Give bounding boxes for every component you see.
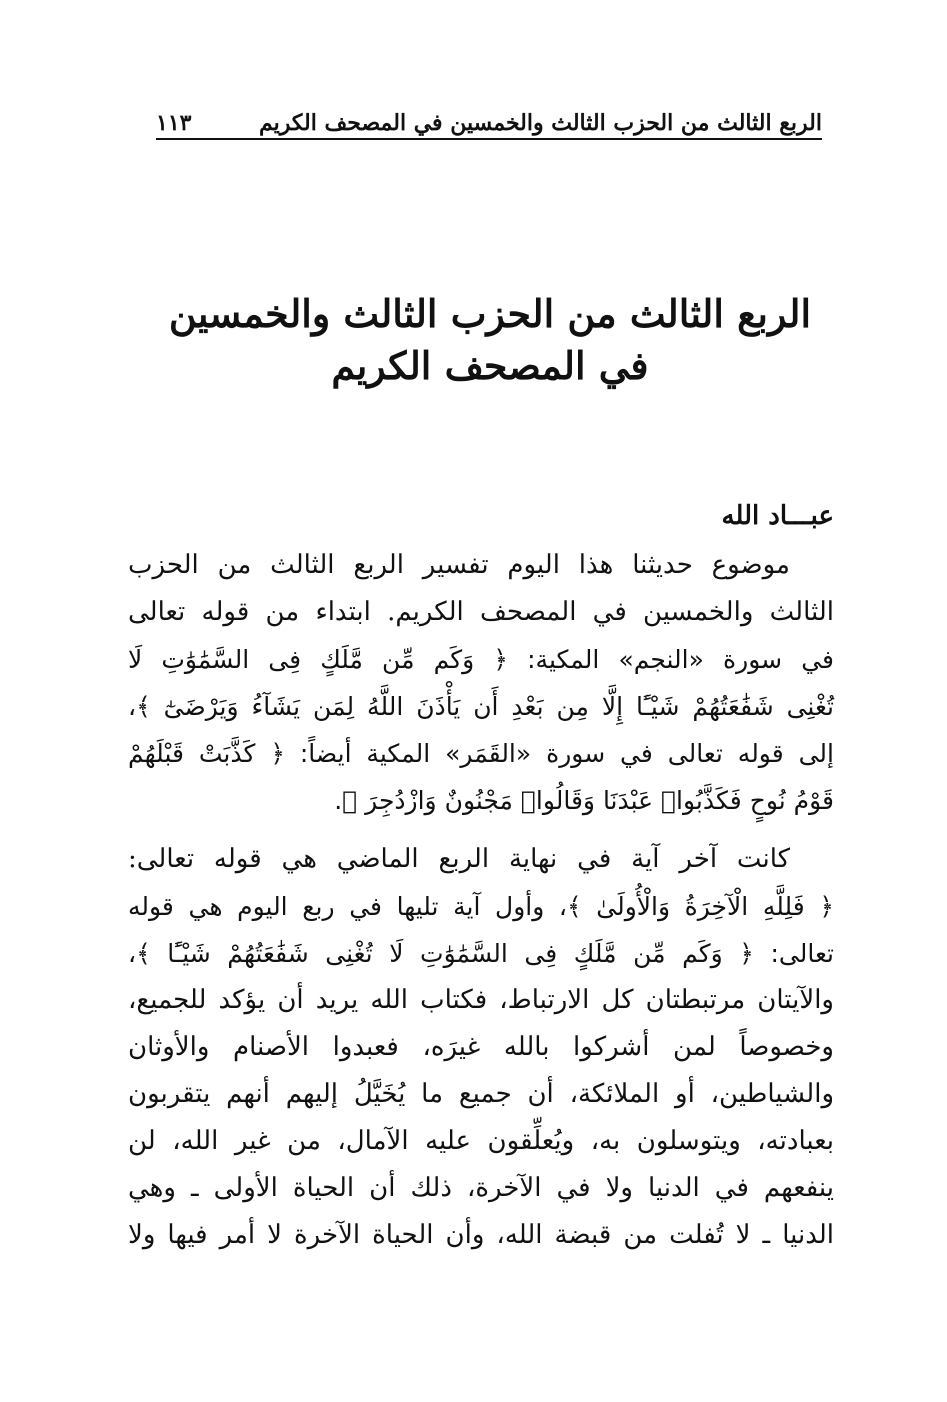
header-rule [156, 138, 822, 140]
text-line: في سورة «النجم» المكية: ﴿ وَكَم مِّن مَّلَكٍ فِى السَّمَٰوَٰتِ لَا [128, 645, 834, 674]
salutation: عبـــاد الله [721, 501, 834, 531]
paragraph-1 [128, 542, 834, 824]
text-line: موضوع حديثنا هذا اليوم تفسير الربع الثالث من الحزب [128, 550, 790, 580]
text-line: ﴿ فَلِلَّهِ الْآخِرَةُ وَالْأُولَىٰ ﴾، وأول آية تليها في ربع اليوم هي قوله [128, 892, 834, 921]
text-line: بعبادته، ويتوسلون به، ويُعلِّقون عليه الآمال، من غير الله، لن [128, 1126, 834, 1156]
text-line: كانت آخر آية في نهاية الربع الماضي هي قوله تعالى: [128, 844, 790, 874]
chapter-title-line-1: الربع الثالث من الحزب الثالث والخمسين [168, 291, 812, 336]
text-line: قَوْمُ نُوحٍ فَكَذَّبُوا۟ عَبْدَنَا وَقَالُوا۟ مَجْنُونٌ وَازْدُجِرَ ﴾. [334, 786, 834, 815]
running-header [156, 104, 822, 138]
page-number: ١١٣ [156, 110, 192, 136]
chapter-title [150, 288, 830, 392]
text-line: والآيتان مرتبطتان كل الارتباط، فكتاب الله يريد أن يؤكد للجميع، [128, 985, 834, 1015]
running-header-title: الربع الثالث من الحزب الثالث والخمسين في المصحف الكريم [258, 110, 822, 136]
text-line: الثالث والخمسين في المصحف الكريم. ابتداء من قوله تعالى [128, 597, 834, 627]
text-line: وخصوصاً لمن أشركوا بالله غيرَه، فعبدوا الأصنام والأوثان [128, 1032, 834, 1062]
body-text [128, 496, 834, 1259]
paragraph-2 [128, 836, 834, 1259]
text-line: الدنيا ـ لا تُفلت من قبضة الله، وأن الحياة الآخرة لا أمر فيها ولا [128, 1220, 834, 1250]
text-line: تعالى: ﴿ وَكَم مِّن مَّلَكٍ فِى السَّمَٰوَٰتِ لَا تُغْنِى شَفَٰعَتُهُمْ شَيْـًٔا ﴾، [128, 939, 834, 968]
text-line: ينفعهم في الدنيا ولا في الآخرة، ذلك أن الحياة الأولى ـ وهي [128, 1173, 834, 1203]
text-line: إلى قوله تعالى في سورة «القَمَر» المكية أيضاً: ﴿ كَذَّبَتْ قَبْلَهُمْ [128, 739, 834, 768]
chapter-title-line-2: في المصحف الكريم [331, 343, 649, 388]
text-line: تُغْنِى شَفَٰعَتُهُمْ شَيْـًٔا إِلَّا مِن بَعْدِ أَن يَأْذَنَ اللَّهُ لِمَن يَشَآءُ وَيَرْضَىٰٓ ﴾، [128, 692, 834, 721]
text-line: والشياطين، أو الملائكة، أن جميع ما يُخَيَّلُ إليهم أنهم يتقربون [128, 1079, 834, 1109]
